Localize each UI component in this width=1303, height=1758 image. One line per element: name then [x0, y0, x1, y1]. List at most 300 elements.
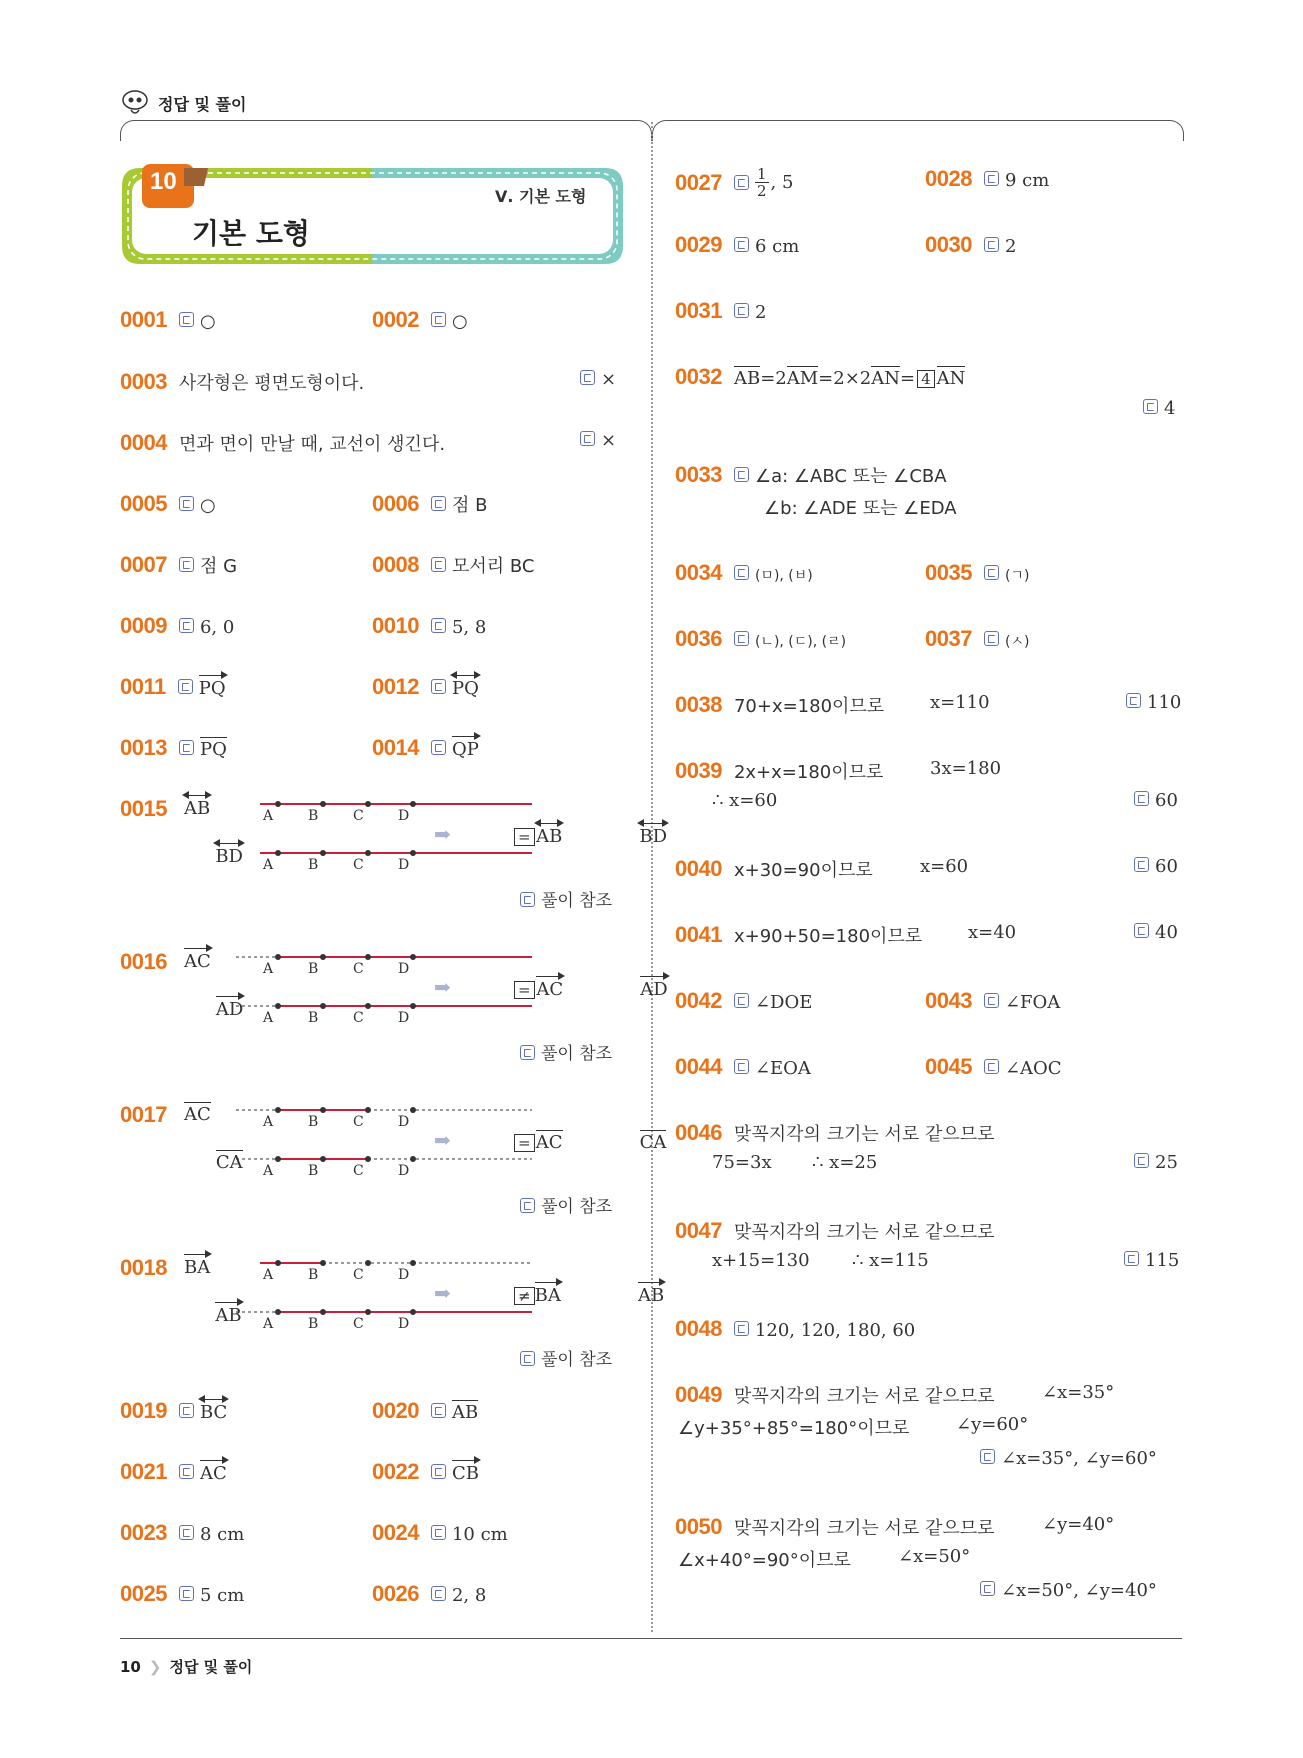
line-symbol	[184, 798, 210, 819]
relation-box: =	[514, 828, 535, 846]
answer-box-icon	[1143, 399, 1158, 414]
header-title: 정답 및 풀이	[158, 94, 247, 114]
answer-0010	[372, 613, 486, 639]
solution-text: 70+x=180이므로	[733, 696, 885, 717]
point-line-diagram	[230, 1249, 550, 1339]
expression-text: =	[900, 368, 916, 389]
answer-box-icon	[179, 1464, 194, 1479]
answer-text: 5, 8	[451, 617, 487, 638]
solution-text: x=40	[968, 922, 1017, 943]
answer-0038-eq	[930, 692, 990, 713]
answer-0041-final	[1134, 922, 1178, 943]
answer-text: 4	[1164, 398, 1176, 419]
point-label: D	[398, 808, 410, 824]
solution-text: ∠y+35°+85°=180°이므로	[678, 1418, 910, 1439]
answer-0032	[675, 364, 965, 390]
answer-text: BD	[215, 846, 243, 867]
ray-symbol: AB	[215, 1305, 242, 1326]
problem-number: 0002	[372, 307, 419, 332]
point-label: D	[398, 1267, 410, 1283]
answer-0021	[120, 1459, 227, 1485]
answer-box-icon	[431, 1525, 446, 1540]
answer-text: ○	[451, 311, 468, 332]
answer-text: , 5	[770, 172, 794, 193]
problem-number: 0001	[120, 307, 167, 332]
problem-number: 0012	[372, 674, 419, 699]
problem-number: 0046	[675, 1120, 722, 1145]
segment-symbol: AM	[786, 368, 819, 389]
answer-0043	[925, 988, 1060, 1014]
answer-box-icon	[1134, 923, 1149, 938]
segment-symbol: AB	[451, 1402, 479, 1423]
answer-0017	[120, 1096, 667, 1246]
answer-0050	[675, 1514, 995, 1540]
answer-0039-final	[1134, 790, 1178, 811]
problem-number: 0039	[675, 758, 722, 783]
problem-number: 0048	[675, 1316, 722, 1341]
answer-0038	[675, 692, 884, 718]
arrow-icon: ➡	[434, 975, 451, 999]
answer-text: 2	[1004, 236, 1017, 257]
solution-text: x+90+50=180이므로	[733, 926, 923, 947]
answer-0037	[925, 626, 1029, 652]
answer-0046-line2a	[712, 1152, 772, 1173]
answer-0046	[675, 1120, 995, 1146]
problem-number: 0035	[925, 560, 972, 585]
arrow-icon: ➡	[434, 1281, 451, 1305]
answer-box-icon	[179, 557, 194, 572]
point-label: C	[353, 857, 364, 873]
solution-text: 맞꼭지각의 크기는 서로 같으므로	[733, 1518, 995, 1539]
point-label: A	[263, 1316, 274, 1332]
answer-0019	[120, 1398, 227, 1424]
answer-0040-final	[1134, 856, 1178, 877]
answer-box-icon	[734, 1059, 749, 1074]
answer-0026	[372, 1581, 486, 1607]
answer-box-icon	[431, 1464, 446, 1479]
point-label: B	[308, 1010, 319, 1026]
answer-0041-eq	[968, 922, 1016, 943]
problem-number: 0043	[925, 988, 972, 1013]
problem-number: 0027	[675, 169, 722, 195]
segment-symbol: AN	[871, 368, 900, 389]
problem-number: 0031	[675, 298, 722, 323]
answer-box-icon	[431, 1586, 446, 1601]
answer-0029	[675, 232, 799, 258]
problem-number: 0018	[120, 1255, 167, 1280]
answer-text: AB	[184, 798, 211, 819]
chevron-right-icon: ❯	[148, 1657, 162, 1676]
answer-0046-final	[1134, 1152, 1178, 1173]
solution-text: x=60	[920, 856, 969, 877]
chapter-section: Ⅴ. 기본 도형	[495, 187, 587, 206]
answer-box-icon	[431, 557, 446, 572]
answer-box-icon	[179, 740, 194, 755]
solution-text: ∠y=60°	[956, 1414, 1029, 1435]
answer-0042	[675, 988, 812, 1014]
answer-text: (ㄱ)	[1004, 568, 1030, 584]
answer-box-icon	[734, 993, 749, 1008]
answer-text: 120, 120, 180, 60	[754, 1320, 916, 1341]
page-number: 10	[120, 1657, 141, 1676]
answer-0023	[120, 1520, 244, 1546]
answer-box-icon	[178, 679, 193, 694]
answer-0047-line2a	[712, 1250, 810, 1271]
problem-number: 0026	[372, 1581, 419, 1606]
problem-number: 0021	[120, 1459, 167, 1484]
solution-text: 맞꼭지각의 크기는 서로 같으므로	[733, 1222, 995, 1243]
answer-0039-eq	[930, 758, 1001, 779]
answer-0050-line2b	[898, 1546, 970, 1567]
answer-0049	[675, 1382, 995, 1408]
point-label: B	[308, 1114, 319, 1130]
answer-0012	[372, 674, 479, 700]
answer-text: PQ	[451, 678, 479, 699]
answer-text: 40	[1155, 922, 1178, 943]
answer-0041	[675, 922, 922, 948]
point-label: D	[398, 1114, 410, 1130]
answer-0015	[120, 790, 668, 940]
answer-0009	[120, 613, 234, 639]
answer-text: 2	[754, 302, 767, 323]
answer-box-icon	[179, 1586, 194, 1601]
answer-text: 모서리 BC	[451, 556, 535, 577]
answer-0003	[120, 369, 364, 395]
point-label: A	[263, 808, 274, 824]
page-header	[120, 88, 246, 118]
answer-text: AB	[536, 826, 563, 847]
line-symbol	[536, 826, 562, 847]
point-label: C	[353, 808, 364, 824]
problem-number: 0029	[675, 232, 722, 257]
reference-note	[520, 886, 612, 911]
problem-number: 0020	[372, 1398, 419, 1423]
answer-0044	[675, 1054, 811, 1080]
segment-symbol: AC	[535, 1132, 563, 1153]
answer-box-icon	[431, 740, 446, 755]
problem-number: 0023	[120, 1520, 167, 1545]
solution-text: ∴ x=25	[812, 1152, 878, 1173]
ray-symbol: AC	[536, 979, 564, 1000]
ray-symbol: QP	[451, 739, 479, 760]
answer-box-icon	[734, 1321, 749, 1336]
answer-0032-final	[1143, 398, 1175, 419]
answer-box-icon	[1134, 1153, 1149, 1168]
answer-box-icon	[734, 237, 749, 252]
solution-text: x+30=90이므로	[733, 860, 873, 881]
answer-0049-eq	[1042, 1382, 1114, 1403]
problem-number: 0038	[675, 692, 722, 717]
problem-number: 0040	[675, 856, 722, 881]
answer-0022	[372, 1459, 479, 1485]
ray-symbol: PQ	[198, 678, 226, 699]
problem-number: 0045	[925, 1054, 972, 1079]
problem-number: 0028	[925, 166, 972, 191]
reference-text: 풀이 참조	[541, 1197, 613, 1217]
answer-text: (ㅅ)	[1004, 634, 1030, 650]
answer-0049-line2b	[956, 1414, 1028, 1435]
ray-symbol: AD	[640, 979, 668, 1000]
answer-text: ×	[601, 369, 617, 390]
answer-0048	[675, 1316, 915, 1342]
answer-box-icon	[580, 431, 595, 446]
point-label: C	[353, 1316, 364, 1332]
problem-number: 0036	[675, 626, 722, 651]
answer-box-icon	[431, 312, 446, 327]
answer-box-icon	[179, 1403, 194, 1418]
answer-box-icon	[520, 892, 535, 907]
point-label: D	[398, 1163, 410, 1179]
solution-text: 사각형은 평면도형이다.	[178, 373, 365, 394]
problem-number: 0008	[372, 552, 419, 577]
left-column-frame	[120, 120, 652, 141]
point-label: B	[308, 1316, 319, 1332]
solution-text: 맞꼭지각의 크기는 서로 같으므로	[733, 1124, 995, 1145]
answer-text: 9 cm	[1004, 170, 1050, 191]
solution-text: 2x+x=180이므로	[733, 762, 884, 783]
line-symbol	[452, 678, 479, 699]
answer-text: BC	[199, 1402, 228, 1423]
point-label: B	[308, 857, 319, 873]
problem-number: 0019	[120, 1398, 167, 1423]
answer-0047	[675, 1218, 995, 1244]
answer-0004-final	[580, 430, 616, 451]
answer-text: 25	[1155, 1152, 1178, 1173]
answer-text: 2, 8	[451, 1585, 487, 1606]
ray-symbol: BA	[534, 1285, 561, 1306]
expression-text: =2×2	[818, 368, 872, 389]
point-line-diagram	[230, 943, 550, 1033]
answer-0034	[675, 560, 813, 586]
answer-box-icon	[984, 565, 999, 580]
answer-text: ∠EOA	[754, 1058, 811, 1079]
ray-symbol: AC	[184, 951, 211, 972]
problem-number: 0004	[120, 430, 167, 455]
answer-0047-line2b	[852, 1250, 929, 1271]
point-label: B	[308, 961, 319, 977]
problem-number: 0003	[120, 369, 167, 394]
solution-text: ∴ x=60	[712, 790, 778, 811]
chapter-banner	[120, 162, 625, 270]
answer-box-icon	[984, 1059, 999, 1074]
problem-number: 0015	[120, 796, 167, 821]
problem-number: 0025	[120, 1581, 167, 1606]
problem-number: 0014	[372, 735, 419, 760]
fraction	[755, 166, 769, 199]
answer-box-icon	[179, 618, 194, 633]
problem-number: 0016	[120, 949, 167, 974]
problem-number: 0009	[120, 613, 167, 638]
solution-text: 3x=180	[930, 758, 1002, 779]
line-symbol	[639, 826, 667, 847]
answer-box-icon	[580, 370, 595, 385]
answer-0049-line2a	[678, 1414, 909, 1440]
reference-note	[520, 1345, 612, 1370]
answer-0030	[925, 232, 1016, 258]
denominator: 2	[756, 182, 767, 200]
solution-text: ∠x=50°	[898, 1546, 971, 1567]
answer-box-icon	[984, 171, 999, 186]
answer-0049-final	[980, 1448, 1157, 1469]
answer-box-icon	[1124, 1251, 1139, 1266]
segment-symbol: CA	[215, 1152, 243, 1173]
answer-box-icon	[431, 496, 446, 511]
answer-0025	[120, 1581, 244, 1607]
point-label: B	[308, 808, 319, 824]
footer-rule	[120, 1638, 1182, 1639]
answer-text: 110	[1147, 692, 1182, 713]
numerator: 1	[756, 165, 767, 183]
reference-text: 풀이 참조	[541, 1350, 613, 1370]
problem-number: 0013	[120, 735, 167, 760]
point-label: D	[398, 1316, 410, 1332]
point-label: D	[398, 1010, 410, 1026]
reference-note	[520, 1039, 612, 1064]
problem-number: 0041	[675, 922, 722, 947]
answer-0033	[675, 462, 947, 488]
answer-text: 8 cm	[199, 1524, 245, 1545]
point-label: D	[398, 857, 410, 873]
answer-0004	[120, 430, 445, 456]
answer-0008	[372, 552, 534, 578]
answer-0027	[675, 166, 793, 199]
point-label: B	[308, 1267, 319, 1283]
point-label: C	[353, 1163, 364, 1179]
answer-text: BD	[639, 826, 668, 847]
footer-title: 정답 및 풀이	[169, 1658, 253, 1676]
answer-text: 점 B	[451, 495, 488, 516]
answer-text: 5 cm	[199, 1585, 245, 1606]
segment-symbol: PQ	[199, 739, 227, 760]
point-label: C	[353, 961, 364, 977]
solution-text: ∠y=40°	[1042, 1514, 1115, 1535]
answer-0047-final	[1124, 1250, 1179, 1271]
problem-number: 0042	[675, 988, 722, 1013]
problem-number: 0032	[675, 364, 722, 389]
answer-text: ∠b: ∠ADE 또는 ∠EDA	[764, 498, 957, 519]
answer-0014	[372, 735, 479, 761]
answer-0050-eq	[1042, 1514, 1114, 1535]
ray-symbol: AB	[637, 1285, 665, 1306]
answer-text: 점 G	[199, 556, 238, 577]
answer-text: (ㄴ), (ㄷ), (ㄹ)	[754, 634, 847, 650]
answer-0031	[675, 298, 766, 324]
mascot-icon	[120, 88, 150, 118]
answer-text: 6 cm	[754, 236, 800, 257]
reference-text: 풀이 참조	[541, 1044, 613, 1064]
answer-box-icon	[179, 1525, 194, 1540]
answer-box-icon	[734, 467, 749, 482]
answer-0045	[925, 1054, 1062, 1080]
answer-box-icon	[431, 679, 446, 694]
segment-symbol: CA	[639, 1132, 667, 1153]
problem-number: 0010	[372, 613, 419, 638]
answer-0039-line2	[712, 790, 777, 811]
answer-text: ∠DOE	[754, 992, 813, 1013]
right-column-frame	[652, 120, 1184, 141]
problem-number: 0005	[120, 491, 167, 516]
answer-box-icon	[179, 496, 194, 511]
problem-number: 0047	[675, 1218, 722, 1243]
answer-text: 60	[1155, 790, 1178, 811]
answer-text: ×	[601, 430, 617, 451]
problem-number: 0007	[120, 552, 167, 577]
point-label: C	[353, 1267, 364, 1283]
answer-text: ∠AOC	[1004, 1058, 1062, 1079]
answer-0040	[675, 856, 873, 882]
answer-text: 10 cm	[451, 1524, 508, 1545]
answer-box-icon	[980, 1449, 995, 1464]
answer-box-icon	[431, 1403, 446, 1418]
answer-0006	[372, 491, 487, 517]
answer-box-icon	[1134, 857, 1149, 872]
answer-0002	[372, 307, 468, 333]
segment-symbol: AC	[184, 1104, 211, 1125]
ray-symbol: AC	[199, 1463, 227, 1484]
ray-symbol: AD	[215, 999, 244, 1020]
answer-box-icon	[520, 1351, 535, 1366]
answer-0035	[925, 560, 1029, 586]
problem-number: 0037	[925, 626, 972, 651]
answer-0036	[675, 626, 846, 652]
answer-box-icon	[1134, 791, 1149, 806]
answer-0007	[120, 552, 237, 578]
answer-text: ∠a: ∠ABC 또는 ∠CBA	[754, 466, 947, 487]
problem-number: 0033	[675, 462, 722, 487]
answer-0024	[372, 1520, 508, 1546]
answer-0046-line2b	[812, 1152, 877, 1173]
solution-text: 75=3x	[712, 1152, 772, 1173]
point-label: A	[263, 857, 274, 873]
point-label: C	[353, 1114, 364, 1130]
answer-0003-final	[580, 369, 616, 390]
line-symbol	[200, 1402, 227, 1423]
answer-box-icon	[734, 175, 749, 190]
relation-box: =	[514, 981, 535, 999]
solution-text: ∴ x=115	[852, 1250, 929, 1271]
answer-box-icon	[734, 565, 749, 580]
problem-number: 0011	[120, 674, 166, 699]
answer-box-icon	[520, 1045, 535, 1060]
answer-0005	[120, 491, 216, 517]
problem-number: 0017	[120, 1102, 167, 1127]
problem-number: 0050	[675, 1514, 722, 1539]
problem-number: 0022	[372, 1459, 419, 1484]
answer-box-icon	[520, 1198, 535, 1213]
answer-0011	[120, 674, 226, 700]
problem-number: 0044	[675, 1054, 722, 1079]
segment-symbol: AB	[733, 368, 761, 389]
answer-text: ∠x=35°, ∠y=60°	[1001, 1448, 1157, 1469]
point-label: B	[308, 1163, 319, 1179]
point-line-diagram	[230, 1096, 550, 1186]
answer-0050-final	[980, 1580, 1157, 1601]
arrow-icon: ➡	[434, 822, 451, 846]
expression-text: =2	[760, 368, 787, 389]
point-label: C	[353, 1010, 364, 1026]
ray-symbol: CB	[451, 1463, 479, 1484]
ray-symbol: BA	[184, 1257, 211, 1278]
answer-text: (ㅁ), (ㅂ)	[754, 568, 813, 584]
relation-box: =	[514, 1134, 535, 1152]
answer-0013	[120, 735, 227, 761]
answer-text: 115	[1145, 1250, 1180, 1271]
solution-text: 면과 면이 만날 때, 교선이 생긴다.	[178, 434, 446, 455]
answer-0040-eq	[920, 856, 968, 877]
answer-text: ○	[199, 495, 216, 516]
problem-number: 0049	[675, 1382, 722, 1407]
answer-text: ∠x=50°, ∠y=40°	[1001, 1580, 1157, 1601]
